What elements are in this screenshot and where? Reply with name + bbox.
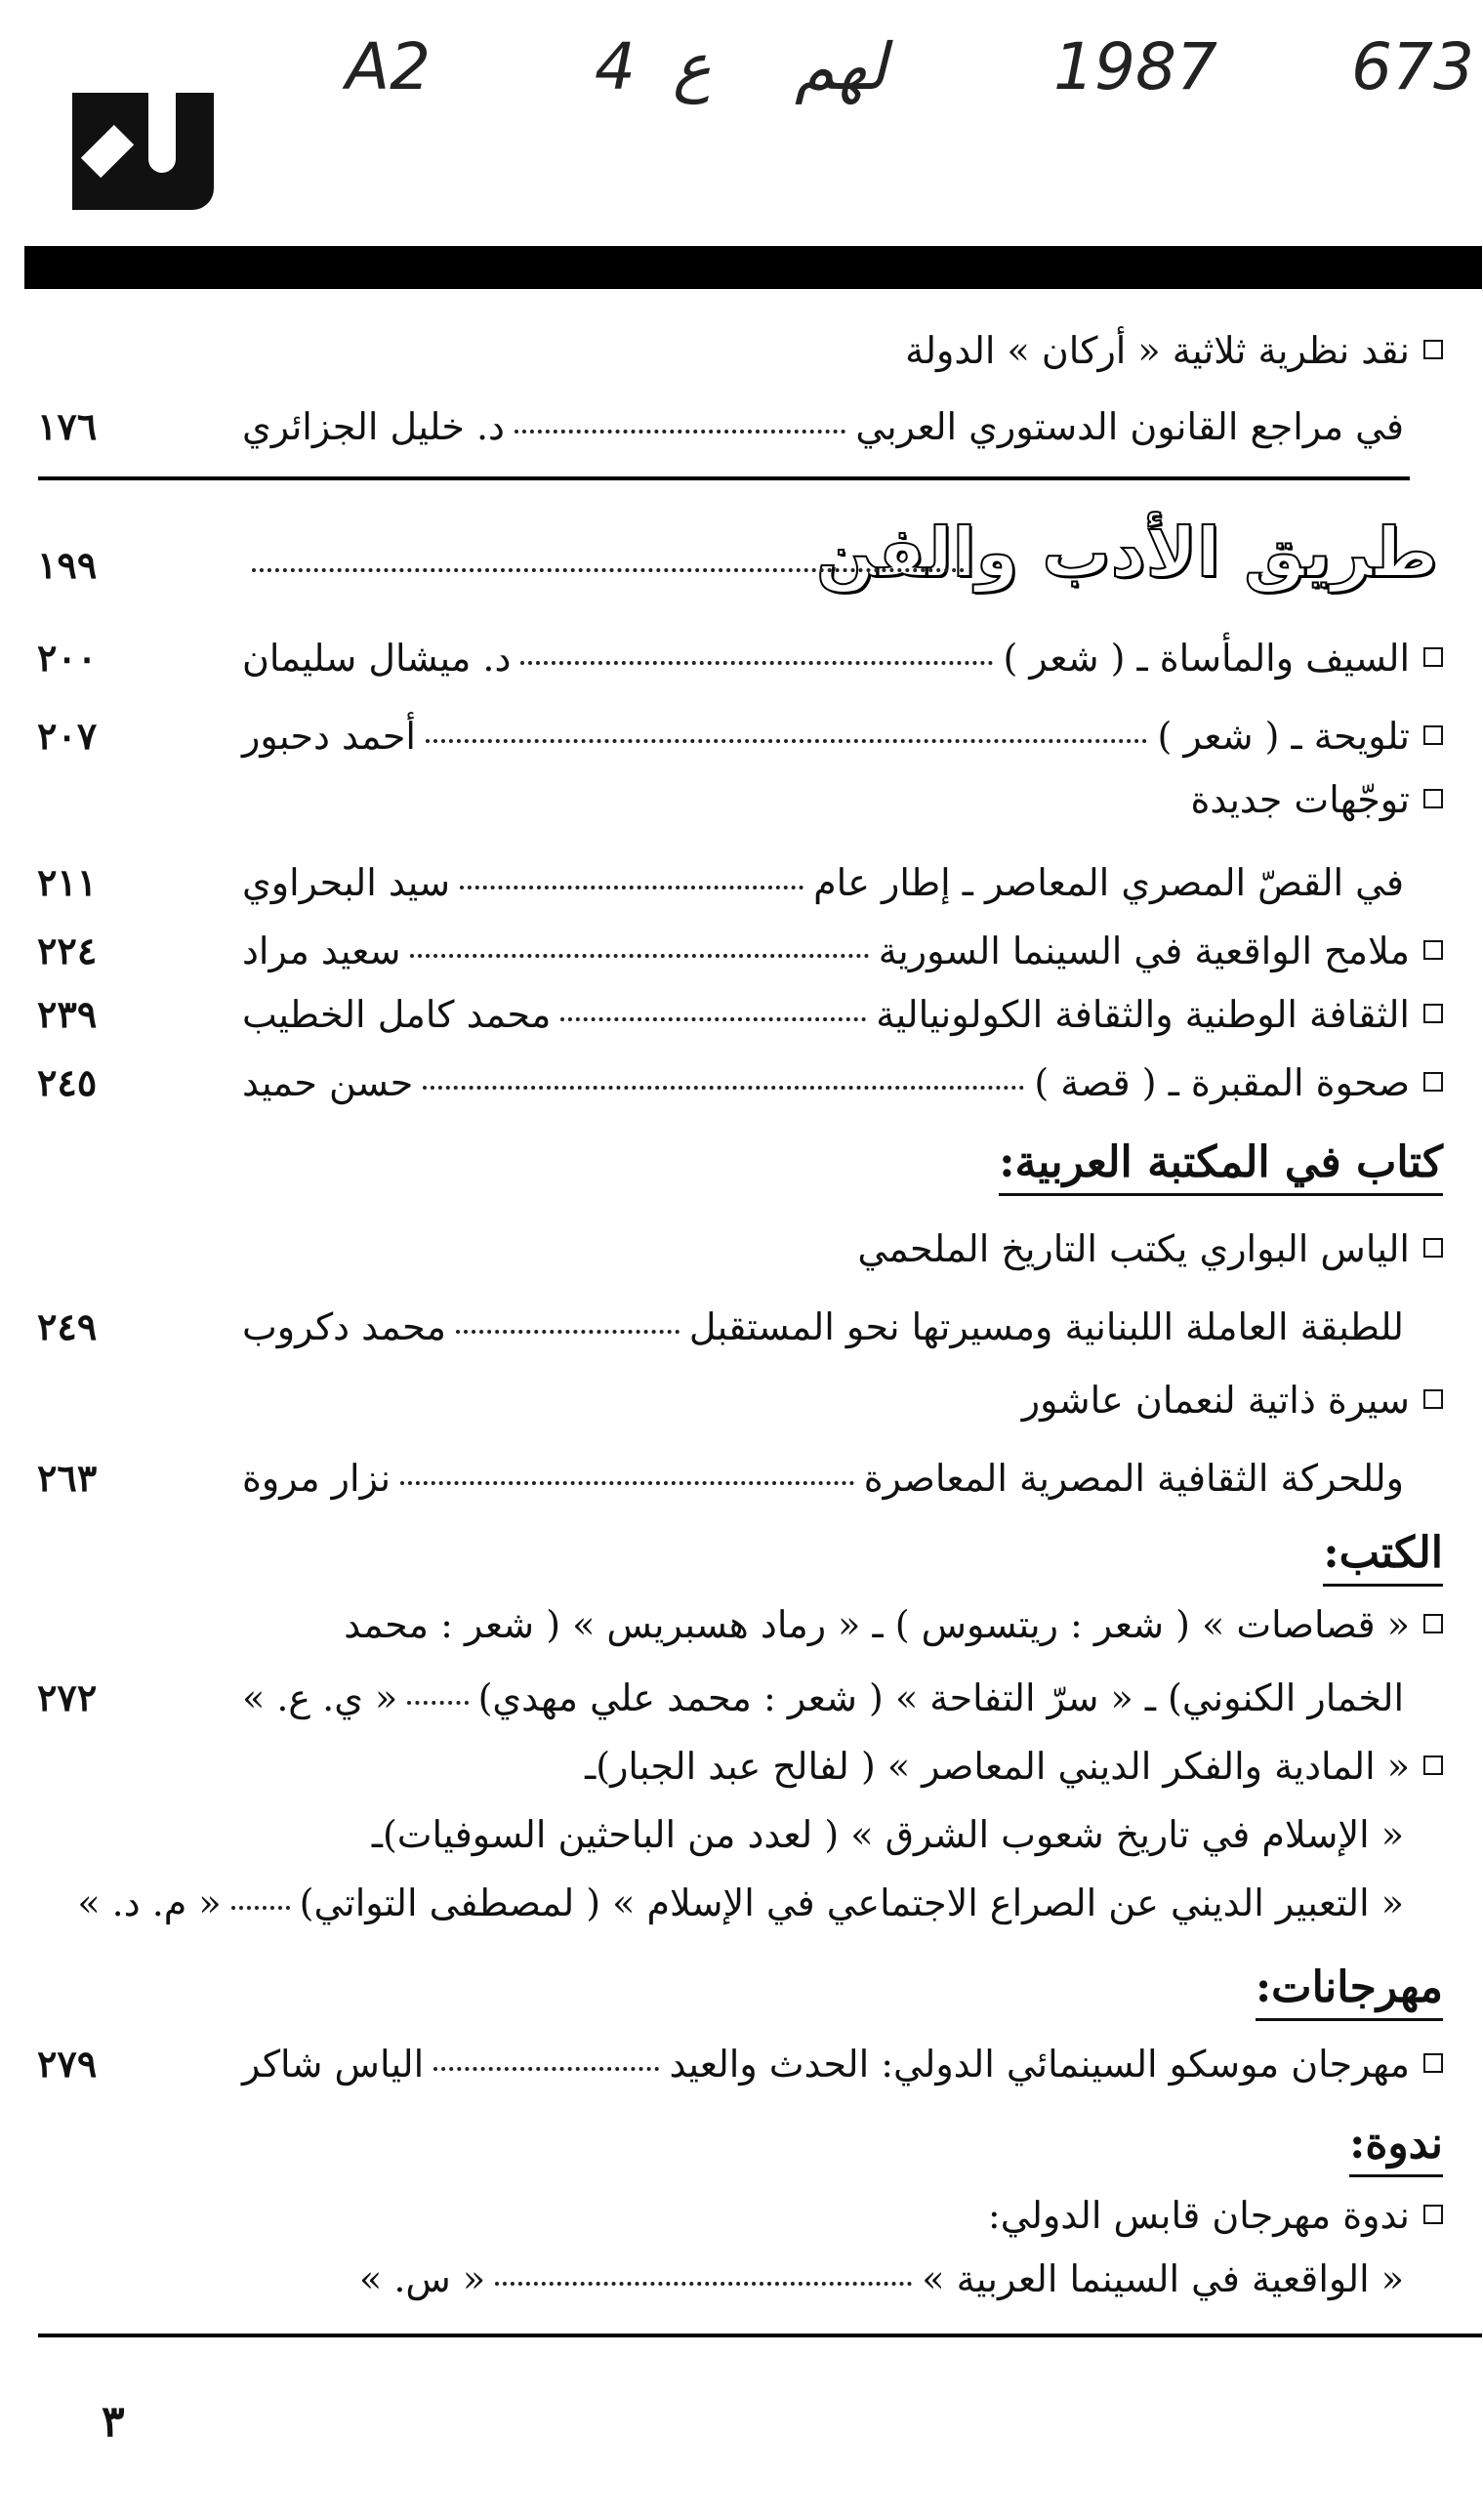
square-bullet-icon	[1424, 1072, 1444, 1092]
page-number: ٢٧٩	[38, 2042, 99, 2086]
handwriting-1: 673	[1352, 29, 1475, 104]
handwriting-3: لهم	[796, 29, 888, 104]
toc-entry-line: « الإسلام في تاريخ شعوب الشرق » ( لعدد من الباحثين السوفيات)ـ	[372, 1813, 1405, 1856]
page-number: ٢٦٣	[38, 1456, 99, 1500]
page-number: ١٧٦	[38, 404, 99, 448]
square-bullet-icon	[1424, 725, 1444, 745]
square-bullet-icon	[1424, 1614, 1444, 1633]
section-heading-arab-library: كتاب في المكتبة العربية:	[1000, 1137, 1444, 1196]
magazine-logo	[34, 93, 215, 210]
toc-entry-line: في القصّ المصري المعاصر ـ إطار عام سيد البحراوي ٢١١	[38, 860, 1405, 904]
page-number: ٢٠٧	[38, 714, 99, 758]
toc-entry-line: وللحركة الثقافية المصرية المعاصرة نزار مروة ٢٦٣	[38, 1456, 1405, 1500]
square-bullet-icon	[1424, 340, 1444, 359]
toc-entry: الياس البواري يكتب التاريخ الملحمي	[38, 1230, 1444, 1267]
page-number: ٢٢٤	[38, 929, 99, 972]
square-bullet-icon	[1424, 2205, 1444, 2224]
page-number: ٢١١	[38, 860, 99, 904]
section-page-line	[38, 543, 975, 587]
square-bullet-icon	[1424, 1004, 1444, 1023]
section-heading-festivals: مهرجانات:	[1256, 1962, 1444, 2021]
toc-entry-line: في مراجع القانون الدستوري العربي د. خليل الجزائري ١٧٦	[38, 404, 1405, 448]
section-heading-literature: طريق الأدب والفن	[816, 513, 1439, 593]
toc-entry-line: « الواقعية في السينما العربية » « س. »	[360, 2257, 1405, 2300]
toc-entry: مهرجان موسكو السينمائي الدولي: الحدث والعيد الياس شاكر ٢٧٩	[38, 2045, 1444, 2083]
toc-entry-line: الخمار الكنوني) ـ « سرّ التفاحة » ( شعر : محمد علي مهدي) « ي. ع. » ٢٧٢	[38, 1675, 1405, 1719]
page-number: ٢٠٠	[38, 636, 99, 680]
page-number	[0, 1884, 59, 1921]
toc-entry: الثقافة الوطنية والثقافة الكولونيالية محمد كامل الخطيب ٢٣٩	[38, 996, 1444, 1033]
header-bar	[25, 246, 1483, 289]
section-heading-books: الكتب:	[1324, 1528, 1444, 1587]
page-number: ٢٧٢	[38, 1675, 99, 1719]
divider	[39, 476, 1411, 480]
toc-entry: سيرة ذاتية لنعمان عاشور	[38, 1382, 1444, 1419]
toc-entry: السيف والمأساة ـ ( شعر ) د. ميشال سليمان ٢٠٠	[38, 640, 1444, 677]
page-number: ٢٤٥	[38, 1060, 99, 1104]
toc-entry: تلويحة ـ ( شعر ) أحمد دحبور ٢٠٧	[38, 718, 1444, 755]
bottom-divider	[39, 2334, 1483, 2337]
square-bullet-icon	[1424, 647, 1444, 667]
toc-entry: ندوة مهرجان قابس الدولي:	[38, 2197, 1444, 2234]
folio-page-number: ٣	[103, 2397, 126, 2447]
handwriting-4: ع	[674, 29, 713, 104]
diamond-icon	[82, 125, 135, 178]
page-number: ١٩٩	[38, 543, 99, 587]
toc-entry: توجّهات جديدة	[38, 781, 1444, 818]
handwriting-5: 4	[596, 29, 637, 104]
square-bullet-icon	[1424, 1389, 1444, 1409]
toc-entry-line: « التعبير الديني عن الصراع الاجتماعي في الإسلام » ( لمصطفى التواتي) « م. د. »	[38, 1884, 1405, 1921]
handwriting-2: 1987	[1054, 29, 1218, 104]
square-bullet-icon	[1424, 789, 1444, 808]
toc-entry-line: للطبقة العاملة اللبنانية ومسيرتها نحو المستقبل محمد دكروب ٢٤٩	[38, 1304, 1405, 1348]
page-number: ٢٤٩	[38, 1304, 99, 1348]
toc-entry: « المادية والفكر الديني المعاصر » ( لفالح عبد الجبار)ـ	[38, 1748, 1444, 1785]
toc-entry: ملامح الواقعية في السينما السورية سعيد مراد ٢٢٤	[38, 932, 1444, 970]
square-bullet-icon	[1424, 1238, 1444, 1258]
toc-entry: نقد نظرية ثلاثية « أركان » الدولة	[38, 332, 1444, 369]
page-number: ٢٣٩	[38, 992, 99, 1036]
square-bullet-icon	[1424, 940, 1444, 960]
square-bullet-icon	[1424, 1756, 1444, 1775]
handwriting-6: A2	[347, 29, 433, 104]
toc-entry: صحوة المقبرة ـ ( قصة ) حسن حميد ٢٤٥	[38, 1064, 1444, 1101]
toc-entry: « قصاصات » ( شعر : ريتسوس ) ـ « رماد هسبريس » ( شعر : محمد	[38, 1606, 1444, 1643]
square-bullet-icon	[1424, 2053, 1444, 2073]
section-heading-symposium: ندوة:	[1350, 2119, 1444, 2177]
